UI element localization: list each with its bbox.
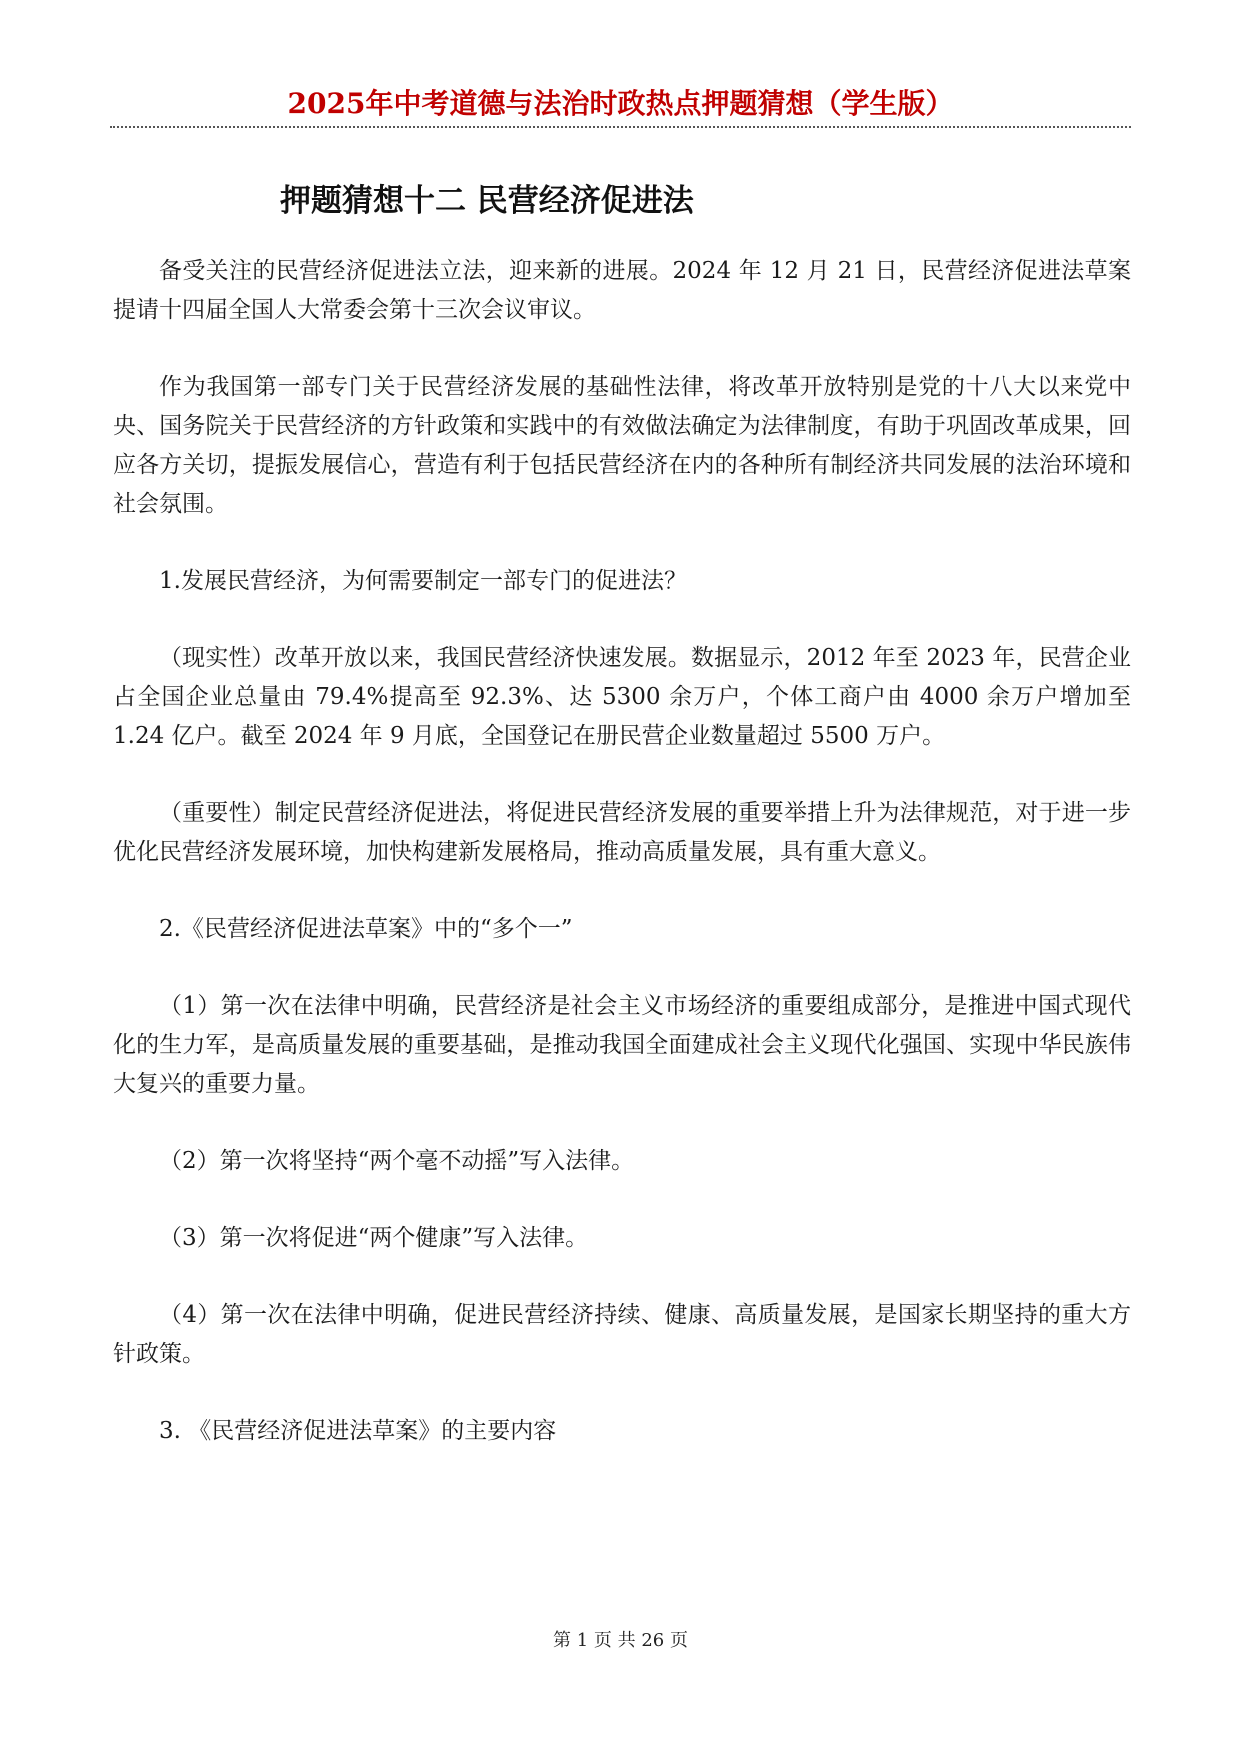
document-body	[113, 252, 1131, 1489]
paragraph: （重要性）制定民营经济促进法，将促进民营经济发展的重要举措上升为法律规范，对于进一步优化民营经济发展环境，加快构建新发展格局，推动高质量发展，具有重大意义。	[113, 800, 1131, 865]
paragraph: （3）第一次将促进“两个健康”写入法律。	[159, 1225, 589, 1251]
paragraph: （4）第一次在法律中明确，促进民营经济持续、健康、高质量发展，是国家长期坚持的重大方针政策。	[113, 1302, 1131, 1367]
paragraph: 作为我国第一部专门关于民营经济发展的基础性法律，将改革开放特别是党的十八大以来党中央、国务院关于民营经济的方针政策和实践中的有效做法确定为法律制度，有助于巩固改革成果，回应各方关切，提振发展信心，营造有利于包括民营经济在内的各种所有制经济共同发展的法治环境和社会氛围。	[113, 374, 1131, 517]
document-title: 押题猜想十二 民营经济促进法	[280, 183, 694, 219]
section-heading: 2.《民营经济促进法草案》中的“多个一”	[159, 916, 573, 942]
section-heading: 3. 《民营经济促进法草案》的主要内容	[159, 1418, 557, 1444]
paragraph: 备受关注的民营经济促进法立法，迎来新的进展。2024 年 12 月 21 日，民营经济促进法草案提请十四届全国人大常委会第十三次会议审议。	[113, 258, 1131, 323]
page-header-title: 2025年中考道德与法治时政热点押题猜想（学生版）	[287, 87, 954, 120]
page-number: 第 1 页 共 26 页	[553, 1630, 688, 1651]
paragraph: （现实性）改革开放以来，我国民营经济快速发展。数据显示，2012 年至 2023 年，民营企业占全国企业总量由 79.4%提高至 92.3%、达 5300 余万户，个体工商户由 4000 余万户增加至 1.24 亿户。截至 2024 年 9 月底，全国登记在册民营企业数量超过 5500 万户。	[113, 645, 1131, 749]
header-divider	[110, 126, 1131, 128]
paragraph: （1）第一次在法律中明确，民营经济是社会主义市场经济的重要组成部分，是推进中国式现代化的生力军，是高质量发展的重要基础，是推动我国全面建成社会主义现代化强国、实现中华民族伟大复兴的重要力量。	[113, 993, 1131, 1097]
section-heading: 1.发展民营经济，为何需要制定一部专门的促进法？	[159, 568, 687, 594]
paragraph: （2）第一次将坚持“两个毫不动摇”写入法律。	[159, 1148, 635, 1174]
